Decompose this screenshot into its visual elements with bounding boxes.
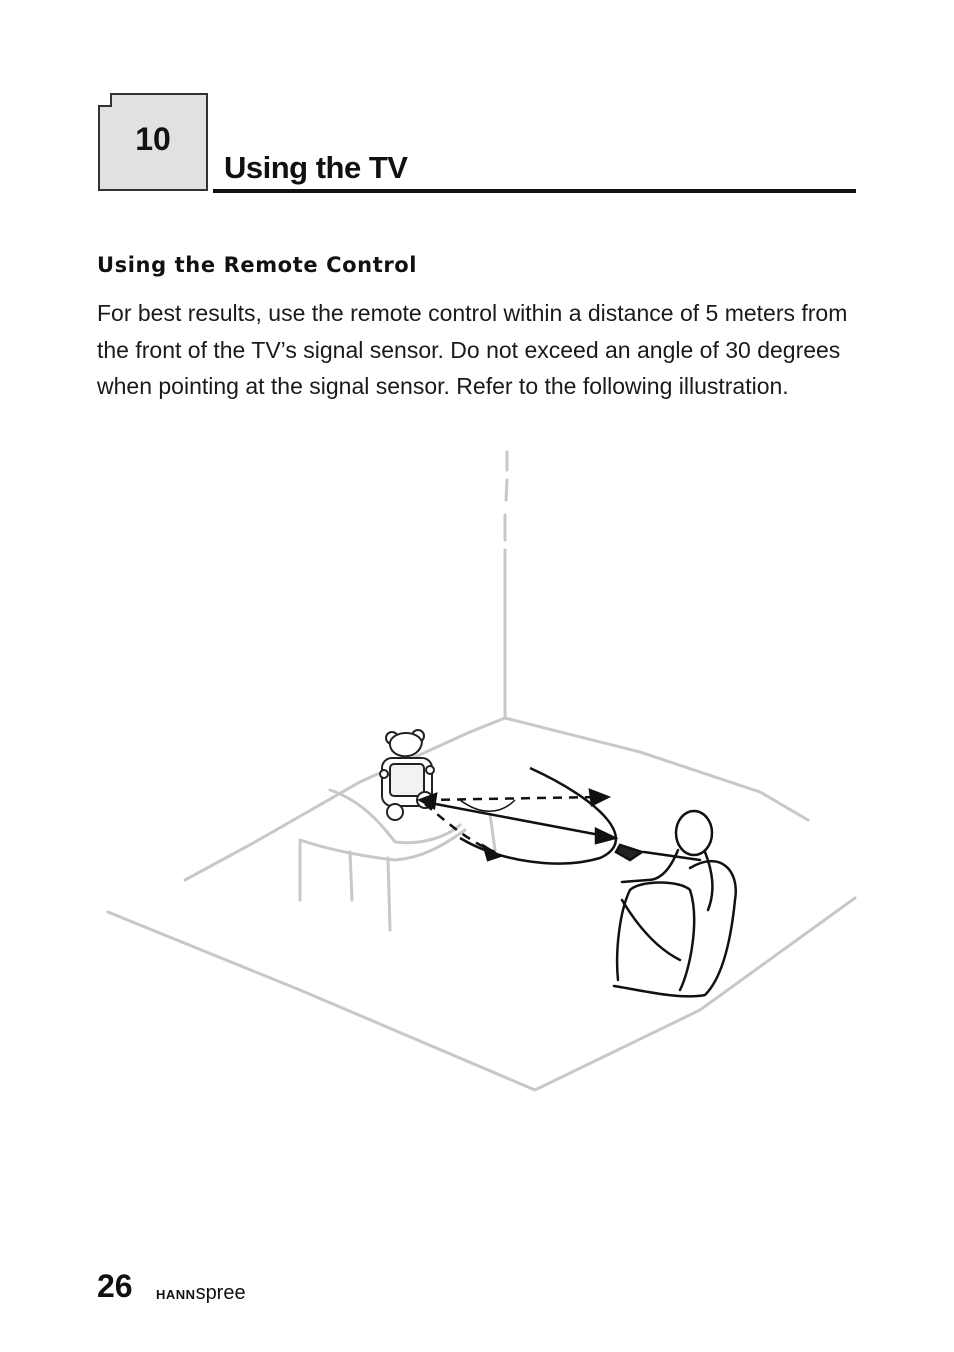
chapter-number: 10 — [135, 121, 171, 157]
person-in-chair-icon — [614, 811, 736, 996]
signal-range — [420, 768, 616, 864]
remote-control-range-illustration — [90, 440, 870, 1120]
chapter-tab-notch — [98, 93, 112, 107]
tv-icon — [380, 730, 434, 820]
title-rule — [213, 189, 856, 193]
body-paragraph: For best results, use the remote control within a distance of 5 meters from the front of the TV’s signal sensor. Do not exceed an angle of 30 degrees when pointing at the signal sensor. Refer to the following illustration. — [97, 300, 848, 399]
brand-logo — [156, 1282, 246, 1305]
brand-bold-text: HANN — [156, 1287, 196, 1302]
chapter-title: Using the TV — [224, 150, 408, 185]
chapter-tab — [98, 93, 208, 191]
page-number: 26 — [97, 1268, 133, 1304]
brand-light-text: spree — [195, 1282, 246, 1304]
section-heading: Using the Remote Control — [97, 253, 418, 277]
room-outline — [108, 452, 855, 1090]
